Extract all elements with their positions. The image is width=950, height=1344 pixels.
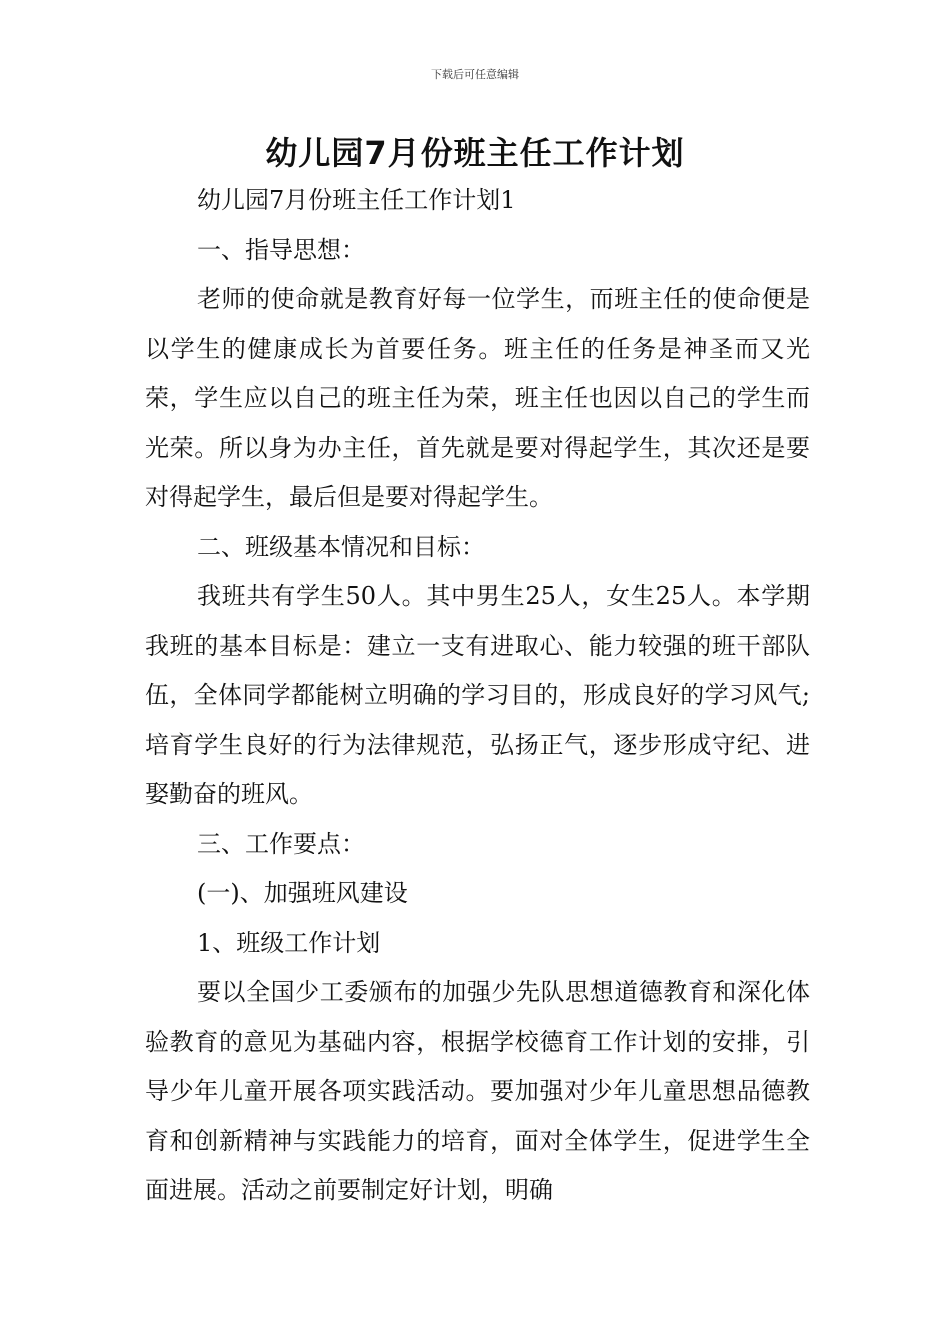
section-heading: 幼儿园7月份班主任工作计划1 (197, 186, 516, 214)
section-heading: 三、工作要点： (197, 829, 365, 858)
body-paragraph: 老师的使命就是教育好每一位学生，而班主任的使命便是以学生的健康成长为首要任务。班主任的任务是神圣而又光荣，学生应以自己的班主任为荣，班主任也因以自己的学生而光荣。所以身为办主任，首先就是要对得起学生，其次还是要对得起学生，最后但是要对得起学生。 (145, 285, 810, 511)
section-heading: 二、班级基本情况和目标： (197, 532, 485, 561)
document-body (145, 176, 810, 1216)
page-header-note: 下载后可任意编辑 (431, 68, 519, 81)
section-heading: 一、指导思想： (197, 235, 365, 264)
subsection-heading: (一)、加强班风建设 (197, 879, 408, 907)
subsection-heading: 1、班级工作计划 (197, 928, 381, 957)
body-paragraph: 我班共有学生50人。其中男生25人，女生25人。本学期我班的基本目标是：建立一支有进取心、能力较强的班干部队伍，全体同学都能树立明确的学习目的，形成良好的学习风气;培育学生良好的行为法律规范，弘扬正气，逐步形成守纪、进娶勤奋的班风。 (145, 582, 810, 808)
body-paragraph: 要以全国少工委颁布的加强少先队思想道德教育和深化体验教育的意见为基础内容，根据学校德育工作计划的安排，引导少年儿童开展各项实践活动。要加强对少年儿童思想品德教育和创新精神与实践能力的培育，面对全体学生，促进学生全面进展。活动之前要制定好计划，明确 (145, 978, 810, 1204)
document-title: 幼儿园7月份班主任工作计划 (265, 134, 685, 172)
